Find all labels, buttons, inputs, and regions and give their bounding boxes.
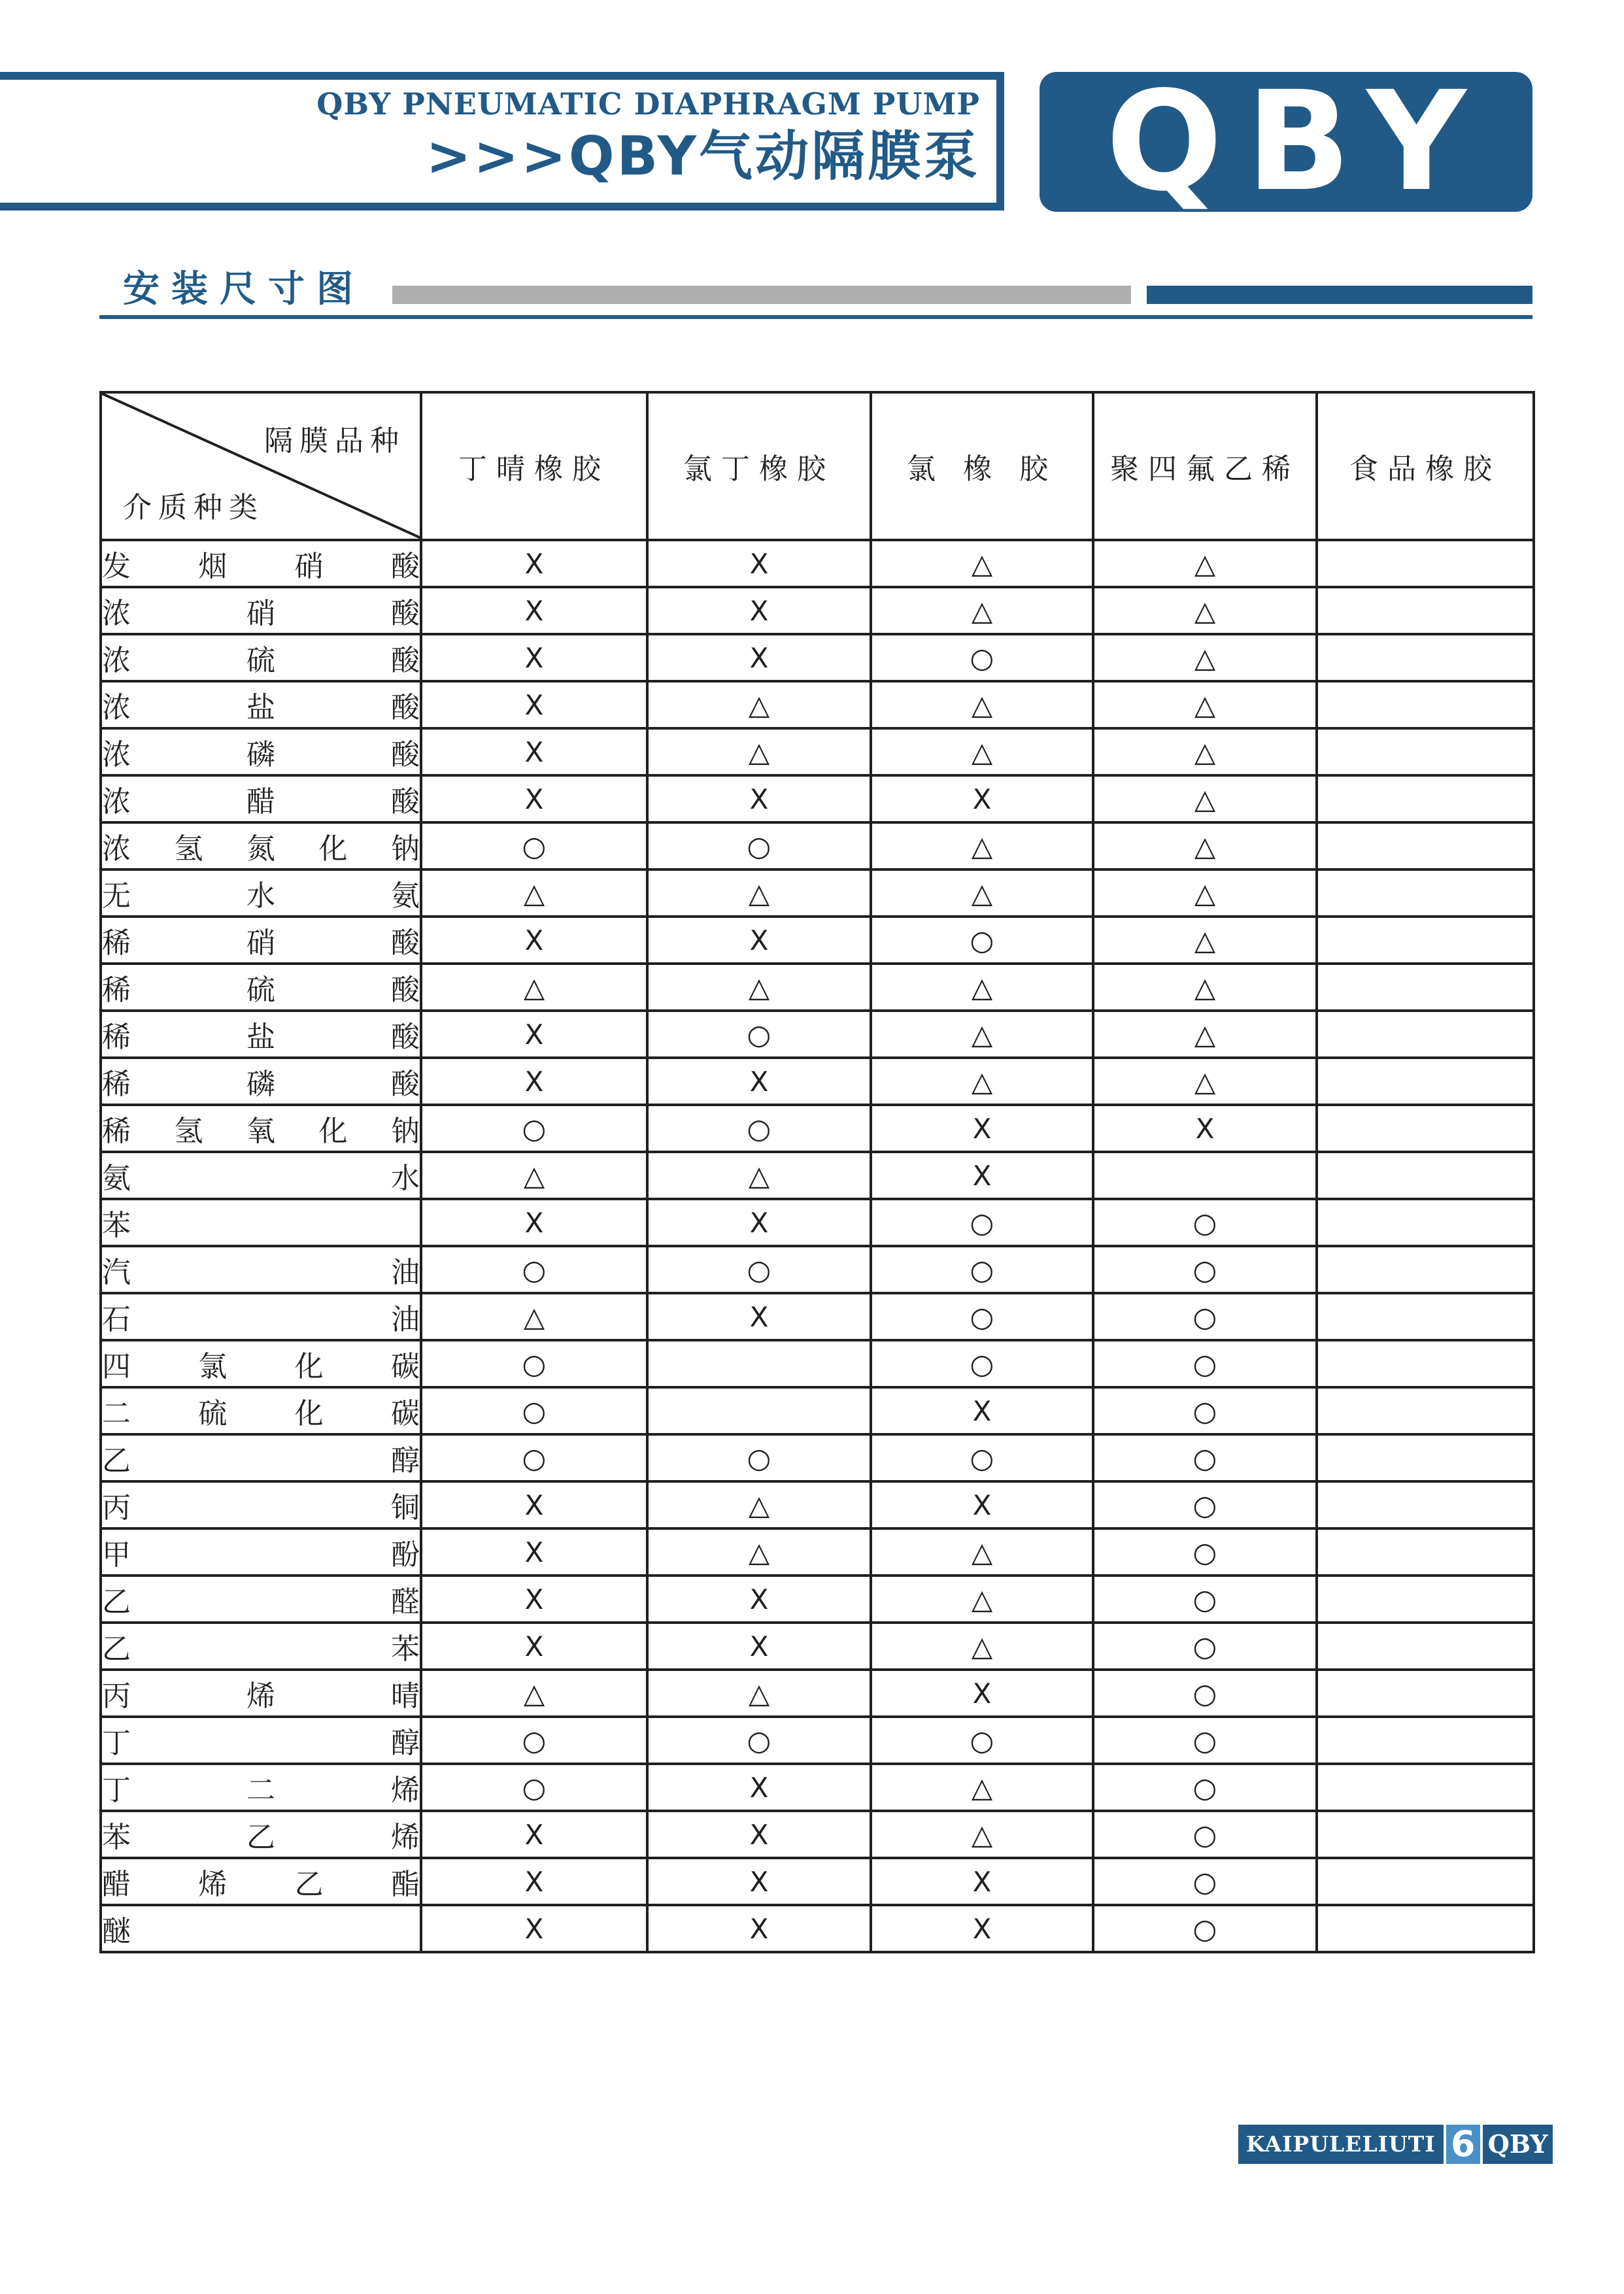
table-row — [101, 917, 1534, 964]
medium-name-cell: 乙醛 — [101, 1576, 421, 1623]
section-underline — [99, 315, 1532, 319]
compatibility-mark-cell — [1317, 1058, 1534, 1105]
compatibility-mark-cell: X — [647, 1858, 871, 1905]
compatibility-mark-cell: X — [647, 1623, 871, 1670]
compatibility-mark-cell: △ — [871, 540, 1093, 587]
compatibility-mark-cell — [1317, 1811, 1534, 1858]
compatibility-mark-cell: X — [647, 917, 871, 964]
compatibility-mark-cell — [1317, 1340, 1534, 1387]
table-row — [101, 1481, 1534, 1528]
medium-name-cell: 丙铜 — [101, 1481, 421, 1528]
compatibility-mark-cell: ○ — [1093, 1905, 1317, 1952]
compatibility-mark-cell: △ — [421, 964, 647, 1011]
medium-name-cell: 氨水 — [101, 1152, 421, 1199]
compatibility-mark-cell: X — [421, 728, 647, 775]
compatibility-mark-cell — [1317, 540, 1534, 587]
medium-name-cell: 丁醇 — [101, 1717, 421, 1764]
compatibility-mark-cell: ○ — [1093, 1199, 1317, 1246]
medium-name-cell: 甲酚 — [101, 1528, 421, 1576]
table-row — [101, 822, 1534, 869]
compatibility-mark-cell: ○ — [647, 1434, 871, 1481]
section-rule-grey — [392, 286, 1131, 304]
compatibility-mark-cell: ○ — [1093, 1481, 1317, 1528]
compatibility-mark-cell — [1317, 634, 1534, 681]
compatibility-mark-cell: X — [421, 1199, 647, 1246]
compatibility-mark-cell: ○ — [1093, 1246, 1317, 1293]
compatibility-mark-cell — [1317, 728, 1534, 775]
compatibility-mark-cell: △ — [1093, 681, 1317, 728]
compatibility-mark-cell: △ — [1093, 587, 1317, 634]
compatibility-mark-cell: △ — [871, 728, 1093, 775]
compatibility-mark-cell: X — [647, 1058, 871, 1105]
medium-name-cell: 稀硝酸 — [101, 917, 421, 964]
compatibility-mark-cell — [1317, 1528, 1534, 1576]
compatibility-mark-cell: ○ — [871, 1199, 1093, 1246]
compatibility-mark-cell: △ — [1093, 728, 1317, 775]
table-row — [101, 1811, 1534, 1858]
compatibility-mark-cell: △ — [1093, 917, 1317, 964]
compatibility-mark-cell: X — [421, 681, 647, 728]
compatibility-mark-cell: X — [647, 634, 871, 681]
medium-name-cell: 丙烯晴 — [101, 1670, 421, 1717]
compatibility-mark-cell: △ — [647, 728, 871, 775]
compatibility-mark-cell: ○ — [1093, 1576, 1317, 1623]
table-body — [101, 540, 1534, 1952]
medium-name-cell: 二硫化碳 — [101, 1387, 421, 1434]
compatibility-mark-cell — [1317, 1387, 1534, 1434]
header-rule-top — [0, 72, 1004, 80]
compatibility-mark-cell: ○ — [1093, 1387, 1317, 1434]
compatibility-mark-cell: X — [647, 587, 871, 634]
medium-name-cell: 浓磷酸 — [101, 728, 421, 775]
compatibility-table — [99, 391, 1535, 1953]
compatibility-mark-cell — [1317, 681, 1534, 728]
compatibility-mark-cell — [1317, 1152, 1534, 1199]
compatibility-mark-cell: △ — [647, 1481, 871, 1528]
column-header: 聚四氟乙稀 — [1093, 392, 1317, 540]
compatibility-mark-cell: △ — [871, 1011, 1093, 1058]
footer-brand: KAIPULELIUTI — [1238, 2125, 1444, 2164]
compatibility-mark-cell: △ — [871, 964, 1093, 1011]
medium-name-cell: 发烟硝酸 — [101, 540, 421, 587]
table-row — [101, 1717, 1534, 1764]
compatibility-mark-cell: △ — [421, 1152, 647, 1199]
compatibility-mark-cell: ○ — [421, 1434, 647, 1481]
compatibility-mark-cell — [1317, 1105, 1534, 1152]
compatibility-mark-cell: X — [647, 1199, 871, 1246]
compatibility-mark-cell: ○ — [871, 917, 1093, 964]
compatibility-mark-cell: X — [421, 634, 647, 681]
compatibility-mark-cell: △ — [421, 869, 647, 917]
medium-name-cell: 稀盐酸 — [101, 1011, 421, 1058]
header-title-en: QBY PNEUMATIC DIAPHRAGM PUMP — [316, 86, 980, 122]
compatibility-mark-cell — [1317, 822, 1534, 869]
compatibility-mark-cell — [1093, 1152, 1317, 1199]
compatibility-mark-cell: △ — [647, 1670, 871, 1717]
table-row — [101, 1199, 1534, 1246]
page-number: 6 — [1446, 2125, 1480, 2164]
compatibility-mark-cell: ○ — [871, 1434, 1093, 1481]
compatibility-mark-cell: △ — [1093, 869, 1317, 917]
compatibility-mark-cell: △ — [647, 681, 871, 728]
compatibility-mark-cell — [1317, 1623, 1534, 1670]
compatibility-mark-cell: ○ — [1093, 1717, 1317, 1764]
compatibility-mark-cell: ○ — [1093, 1764, 1317, 1811]
compatibility-mark-cell: ○ — [1093, 1293, 1317, 1340]
compatibility-mark-cell — [1317, 775, 1534, 822]
compatibility-mark-cell: X — [421, 1011, 647, 1058]
table-row — [101, 1764, 1534, 1811]
column-header: 氯丁橡胶 — [647, 392, 871, 540]
compatibility-mark-cell — [1317, 1764, 1534, 1811]
medium-name-cell: 苯乙烯 — [101, 1811, 421, 1858]
compatibility-mark-cell: △ — [871, 681, 1093, 728]
compatibility-mark-cell: X — [421, 1058, 647, 1105]
compatibility-mark-cell: △ — [1093, 1058, 1317, 1105]
compatibility-mark-cell: △ — [421, 1670, 647, 1717]
compatibility-mark-cell: △ — [647, 869, 871, 917]
medium-name-cell: 浓盐酸 — [101, 681, 421, 728]
compatibility-mark-cell: △ — [647, 1152, 871, 1199]
compatibility-mark-cell: ○ — [647, 1011, 871, 1058]
compatibility-mark-cell: X — [421, 1576, 647, 1623]
medium-name-cell: 苯 — [101, 1199, 421, 1246]
table-row — [101, 1623, 1534, 1670]
compatibility-mark-cell: △ — [871, 869, 1093, 917]
compatibility-mark-cell: X — [647, 1905, 871, 1952]
medium-name-cell: 稀磷酸 — [101, 1058, 421, 1105]
compatibility-mark-cell: ○ — [1093, 1528, 1317, 1576]
table-row — [101, 869, 1534, 917]
table-row — [101, 1293, 1534, 1340]
compatibility-mark-cell: ○ — [1093, 1340, 1317, 1387]
table-row — [101, 587, 1534, 634]
medium-name-cell: 稀氢氧化钠 — [101, 1105, 421, 1152]
table-row — [101, 964, 1534, 1011]
compatibility-mark-cell: △ — [1093, 964, 1317, 1011]
table-row — [101, 1058, 1534, 1105]
table-row — [101, 775, 1534, 822]
table-row — [101, 1905, 1534, 1952]
compatibility-mark-cell: X — [421, 1811, 647, 1858]
compatibility-mark-cell: ○ — [421, 1387, 647, 1434]
table-row — [101, 1105, 1534, 1152]
compatibility-mark-cell — [1317, 1717, 1534, 1764]
compatibility-mark-cell: X — [647, 540, 871, 587]
compatibility-mark-cell: △ — [871, 1623, 1093, 1670]
compatibility-mark-cell: X — [871, 1858, 1093, 1905]
compatibility-mark-cell: ○ — [1093, 1811, 1317, 1858]
compatibility-mark-cell: △ — [871, 587, 1093, 634]
compatibility-mark-cell: X — [647, 1764, 871, 1811]
medium-name-cell: 浓醋酸 — [101, 775, 421, 822]
compatibility-mark-cell: X — [421, 1481, 647, 1528]
compatibility-mark-cell: ○ — [871, 1717, 1093, 1764]
compatibility-mark-cell: ○ — [421, 1340, 647, 1387]
compatibility-mark-cell — [1317, 1011, 1534, 1058]
column-header: 食品橡胶 — [1317, 392, 1534, 540]
compatibility-mark-cell: ○ — [871, 1293, 1093, 1340]
compatibility-mark-cell: △ — [1093, 775, 1317, 822]
section-rule-blue — [1147, 286, 1532, 304]
medium-name-cell: 乙苯 — [101, 1623, 421, 1670]
compatibility-mark-cell: X — [1093, 1105, 1317, 1152]
compatibility-mark-cell: △ — [871, 822, 1093, 869]
table-row — [101, 1387, 1534, 1434]
compatibility-mark-cell: △ — [647, 1528, 871, 1576]
compatibility-mark-cell: X — [421, 1858, 647, 1905]
footer-badge — [1238, 2125, 1553, 2164]
compatibility-mark-cell: X — [871, 1670, 1093, 1717]
table-row — [101, 1434, 1534, 1481]
compatibility-mark-cell: X — [421, 1528, 647, 1576]
compatibility-mark-cell: ○ — [421, 1717, 647, 1764]
compatibility-mark-cell: X — [647, 1293, 871, 1340]
medium-name-cell: 石油 — [101, 1293, 421, 1340]
compatibility-mark-cell: X — [421, 587, 647, 634]
compatibility-mark-cell: ○ — [1093, 1858, 1317, 1905]
compatibility-mark-cell — [1317, 917, 1534, 964]
brand-logo-text: QBY — [1106, 61, 1490, 222]
medium-name-cell: 浓硝酸 — [101, 587, 421, 634]
compatibility-mark-cell: X — [647, 775, 871, 822]
compatibility-mark-cell — [1317, 1246, 1534, 1293]
compatibility-mark-cell: ○ — [421, 822, 647, 869]
corner-header-cell — [101, 392, 421, 540]
medium-name-cell: 浓硫酸 — [101, 634, 421, 681]
table-row — [101, 1152, 1534, 1199]
medium-name-cell: 四氯化碳 — [101, 1340, 421, 1387]
compatibility-mark-cell — [1317, 1576, 1534, 1623]
corner-label-membrane: 隔膜品种 — [264, 424, 405, 458]
corner-label-medium: 介质种类 — [123, 491, 264, 524]
medium-name-cell: 无水氨 — [101, 869, 421, 917]
medium-name-cell: 浓氢氮化钠 — [101, 822, 421, 869]
compatibility-mark-cell: △ — [871, 1576, 1093, 1623]
table-row — [101, 1670, 1534, 1717]
compatibility-mark-cell: ○ — [421, 1105, 647, 1152]
column-header: 丁晴橡胶 — [421, 392, 647, 540]
medium-name-cell: 乙醇 — [101, 1434, 421, 1481]
table-row — [101, 1246, 1534, 1293]
compatibility-mark-cell: △ — [871, 1764, 1093, 1811]
compatibility-mark-cell: X — [421, 1623, 647, 1670]
table-row — [101, 1576, 1534, 1623]
compatibility-mark-cell: X — [421, 1905, 647, 1952]
compatibility-mark-cell — [1317, 1434, 1534, 1481]
medium-name-cell: 稀硫酸 — [101, 964, 421, 1011]
compatibility-mark-cell — [1317, 1199, 1534, 1246]
compatibility-mark-cell — [647, 1387, 871, 1434]
table-row — [101, 728, 1534, 775]
compatibility-mark-cell: ○ — [1093, 1670, 1317, 1717]
compatibility-mark-cell — [1317, 1293, 1534, 1340]
compatibility-mark-cell: △ — [1093, 540, 1317, 587]
compatibility-mark-cell: △ — [421, 1293, 647, 1340]
compatibility-mark-cell: X — [647, 1576, 871, 1623]
compatibility-mark-cell: △ — [1093, 822, 1317, 869]
table-header-row — [101, 392, 1534, 540]
table-row — [101, 540, 1534, 587]
compatibility-mark-cell: ○ — [871, 1246, 1093, 1293]
compatibility-mark-cell: X — [421, 540, 647, 587]
compatibility-mark-cell — [1317, 1481, 1534, 1528]
compatibility-mark-cell: △ — [647, 964, 871, 1011]
compatibility-mark-cell: X — [871, 1905, 1093, 1952]
compatibility-mark-cell: ○ — [871, 1340, 1093, 1387]
footer-logo: QBY — [1483, 2125, 1553, 2164]
header-rule-right — [996, 72, 1004, 211]
compatibility-mark-cell — [1317, 964, 1534, 1011]
compatibility-mark-cell: ○ — [871, 634, 1093, 681]
medium-name-cell: 醋烯乙酯 — [101, 1858, 421, 1905]
table-row — [101, 1011, 1534, 1058]
compatibility-mark-cell: ○ — [421, 1764, 647, 1811]
header-title-cn: >>>QBY气动隔膜泵 — [426, 126, 980, 188]
compatibility-mark-cell: △ — [1093, 634, 1317, 681]
compatibility-mark-cell: X — [647, 1811, 871, 1858]
compatibility-mark-cell: ○ — [1093, 1434, 1317, 1481]
compatibility-mark-cell — [1317, 869, 1534, 917]
compatibility-mark-cell: X — [421, 775, 647, 822]
compatibility-mark-cell: △ — [871, 1528, 1093, 1576]
compatibility-mark-cell — [1317, 1905, 1534, 1952]
header-rule-bottom — [0, 203, 1004, 211]
compatibility-mark-cell — [1317, 1670, 1534, 1717]
medium-name-cell: 丁二烯 — [101, 1764, 421, 1811]
compatibility-mark-cell: ○ — [647, 1105, 871, 1152]
compatibility-mark-cell: ○ — [647, 1717, 871, 1764]
compatibility-mark-cell: △ — [871, 1811, 1093, 1858]
medium-name-cell: 汽油 — [101, 1246, 421, 1293]
table-row — [101, 1858, 1534, 1905]
compatibility-mark-cell: ○ — [647, 1246, 871, 1293]
compatibility-mark-cell: △ — [871, 1058, 1093, 1105]
compatibility-mark-cell: ○ — [1093, 1623, 1317, 1670]
medium-name-cell: 醚 — [101, 1905, 421, 1952]
table-row — [101, 1340, 1534, 1387]
compatibility-mark-cell: ○ — [647, 822, 871, 869]
column-header: 氯 橡 胶 — [871, 392, 1093, 540]
compatibility-mark-cell: X — [871, 1105, 1093, 1152]
table-row — [101, 634, 1534, 681]
brand-logo — [1040, 61, 1532, 222]
compatibility-mark-cell — [647, 1340, 871, 1387]
table-row — [101, 681, 1534, 728]
compatibility-mark-cell — [1317, 1858, 1534, 1905]
compatibility-mark-cell: ○ — [421, 1246, 647, 1293]
compatibility-mark-cell: X — [871, 1152, 1093, 1199]
compatibility-mark-cell — [1317, 587, 1534, 634]
compatibility-mark-cell: X — [871, 775, 1093, 822]
compatibility-mark-cell: X — [871, 1387, 1093, 1434]
compatibility-mark-cell: X — [421, 917, 647, 964]
compatibility-mark-cell: △ — [1093, 1011, 1317, 1058]
compatibility-mark-cell: X — [871, 1481, 1093, 1528]
section-title: 安装尺寸图 — [123, 268, 365, 311]
table-row — [101, 1528, 1534, 1576]
